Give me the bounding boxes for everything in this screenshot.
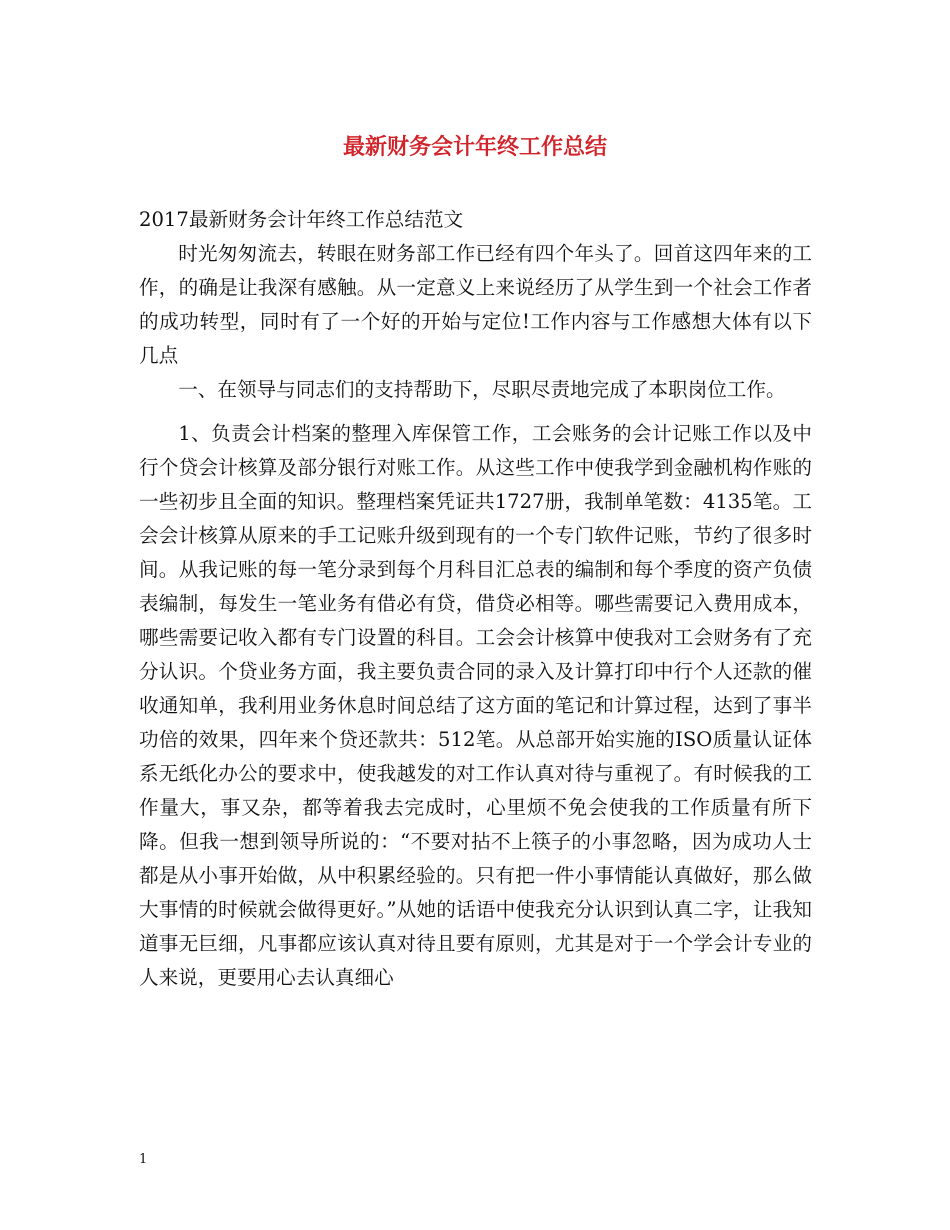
document-subtitle: 2017最新财务会计年终工作总结范文 [139, 208, 464, 231]
paragraph-section-one: 一、在领导与同志们的支持帮助下，尽职尽责地完成了本职岗位工作。 [178, 378, 786, 401]
document-title: 最新财务会计年终工作总结 [342, 135, 607, 160]
paragraph-intro: 时光匆匆流去，转眼在财务部工作已经有四个年头了。回首这四年来的工作，的确是让我深有感触。从一定意义上来说经历了从学生到一个社会工作者的成功转型，同时有了一个好的开始与定位!工作内容与工作感想大体有以下几点 [139, 242, 812, 367]
paragraph-item-one: 1、负责会计档案的整理入库保管工作，工会账务的会计记账工作以及中行个贷会计核算及部分银行对账工作。从这些工作中使我学到金融机构作账的一些初步且全面的知识。整理档案凭证共1727册，我制单笔数：4135笔。工会会计核算从原来的手工记账升级到现有的一个专门软件记账，节约了很多时间。从我记账的每一笔分录到每个月科目汇总表的编制和每个季度的资产负债表编制，每发生一笔业务有借必有贷，借贷必相等。哪些需要记入费用成本，哪些需要记收入都有专门设置的科目。工会会计核算中使我对工会财务有了充分认识。个贷业务方面，我主要负责合同的录入及计算打印中行个人还款的催收通知单，我利用业务休息时间总结了这方面的笔记和计算过程，达到了事半功倍的效果，四年来个贷还款共：512笔。从总部开始实施的ISO质量认证体系无纸化办公的要求中，使我越发的对工作认真对待与重视了。有时候我的工作量大，事又杂，都等着我去完成时，心里烦不免会使我的工作质量有所下降。但我一想到领导所说的：“不要对拈不上筷子的小事忽略，因为成功人士都是从小事开始做，从中积累经验的。只有把一件小事情能认真做好，那么做大事情的时候就会做得更好。”从她的话语中使我充分认识到认真二字，让我知道事无巨细，凡事都应该认真对待且要有原则，尤其是对于一个学会计专业的人来说，更要用心去认真细心 [139, 422, 812, 989]
document-body [139, 203, 812, 995]
page-number: 1 [139, 1152, 148, 1167]
